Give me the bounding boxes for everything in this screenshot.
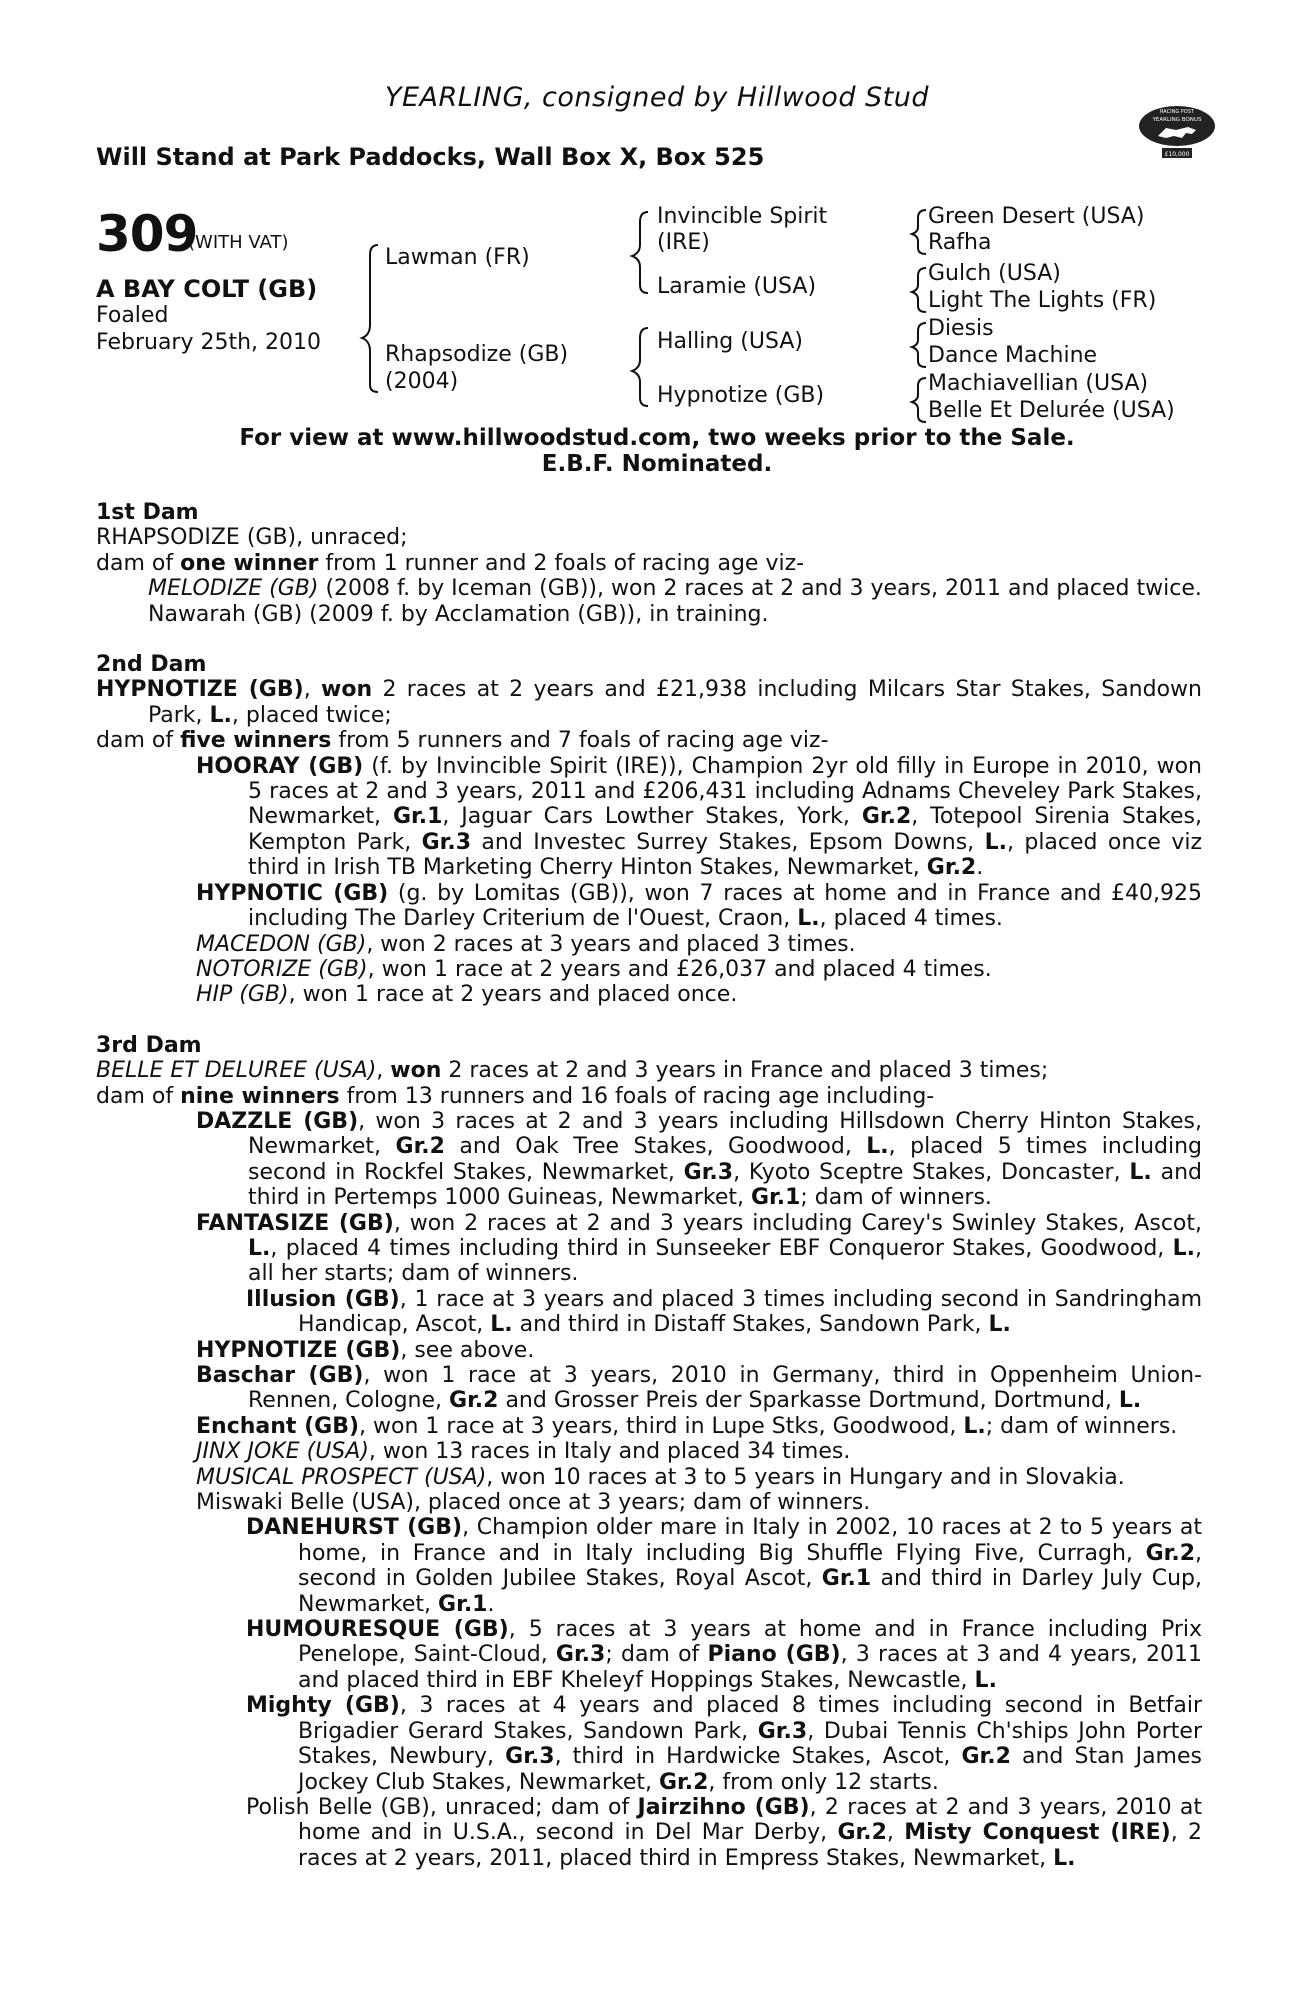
grandsire-2: Halling (USA) (657, 329, 803, 354)
granddam-1: Laramie (USA) (657, 274, 817, 299)
produce-illusion: Illusion (GB), 1 race at 3 years and placed 3 times including second in Sandringham Handicap, Ascot, L. and third in Distaff Stakes, Sandown Park, L. (246, 1286, 1202, 1338)
first-dam-line: RHAPSODIZE (GB), unraced; (96, 525, 408, 551)
produce-danehurst: DANEHURST (GB), Champion older mare in Italy in 2002, 10 races at 2 to 5 years at home, in France and in Italy including Big Shuffle Flying Five, Curragh, Gr.2, second in Golden Jubilee Stakes, Royal Ascot, Gr.1 and third in Darley July Cup, Newmarket, Gr.1. (246, 1515, 1202, 1617)
sire-name: Lawman (FR) (385, 245, 530, 270)
produce-musical-prospect: MUSICAL PROSPECT (USA), won 10 races at 3 to 5 years in Hungary and in Slovakia. (196, 1464, 1125, 1490)
produce-notorize: NOTORIZE (GB), won 1 race at 2 years and £26,037 and placed 4 times. (196, 956, 992, 982)
produce-polish-belle: Polish Belle (GB), unraced; dam of Jairzihno (GB), 2 races at 2 and 3 years, 2010 at home and in U.S.A., second in Del Mar Derby, Gr.2, Misty Conquest (IRE), 2 races at 2 years, 2011, placed third in Empress Stakes, Newmarket, L. (246, 1794, 1202, 1871)
second-dam-produce: dam of five winners from 5 runners and 7 foals of racing age viz- (96, 728, 829, 754)
great-grand-6: Dance Machine (928, 343, 1098, 368)
produce-hip: HIP (GB), won 1 race at 2 years and placed once. (196, 982, 738, 1008)
second-dam-heading: 2nd Dam (96, 652, 207, 678)
third-dam-line: BELLE ET DELUREE (USA), won 2 races at 2 and 3 years in France and placed 3 times; (96, 1058, 1049, 1084)
foaled-label: Foaled (96, 303, 169, 328)
pedigree-notes (96, 500, 1202, 1871)
great-grand-2: Rafha (928, 230, 992, 255)
yearling-bonus-badge (1136, 100, 1218, 160)
produce-melodize: MELODIZE (GB) (2008 f. by Iceman (GB)), won 2 races at 2 and 3 years, 2011 and placed twice. (148, 576, 1202, 602)
produce-baschar: Baschar (GB), won 1 race at 3 years, 2010 in Germany, third in Oppenheim Union-Rennen, Cologne, Gr.2 and Grosser Preis der Sparkasse Dortmund, Dortmund, L. (196, 1363, 1203, 1414)
produce-dazzle: DAZZLE (GB), won 3 races at 2 and 3 years including Hillsdown Cherry Hinton Stakes, Newmarket, Gr.2 and Oak Tree Stakes, Goodwood, L., placed 5 times including second in Rockfel Stakes, Newmarket, Gr.3, Kyoto Sceptre Stakes, Doncaster, L. and third in Pertemps 1000 Guineas, Newmarket, Gr.1; dam of winners. (196, 1108, 1202, 1211)
view-note: For view at www.hillwoodstud.com, two weeks prior to the Sale. (239, 425, 1075, 451)
produce-hypnotic: HYPNOTIC (GB) (g. by Lomitas (GB)), won 7 races at home and in France and £40,925 including The Darley Criterium de l'Ouest, Craon, L., placed 4 times. (196, 880, 1202, 932)
stand-location: Will Stand at Park Paddocks, Wall Box X, Box 525 (96, 143, 765, 171)
produce-macedon: MACEDON (GB), won 2 races at 3 years and placed 3 times. (196, 931, 856, 957)
foaled-date: February 25th, 2010 (96, 330, 322, 355)
produce-jinx-joke: JINX JOKE (USA), won 13 races in Italy and placed 34 times. (196, 1439, 851, 1465)
badge-bottom-text: £10,000 (1164, 151, 1190, 158)
badge-mid-text: YEARLING BONUS (1152, 117, 1202, 123)
granddam-2: Hypnotize (GB) (657, 383, 825, 408)
second-dam-line: HYPNOTIZE (GB), won 2 races at 2 years and £21,938 including Milcars Star Stakes, Sandown Park, L., placed twice; (96, 677, 1202, 728)
produce-hypnotize: HYPNOTIZE (GB), see above. (196, 1337, 535, 1363)
great-grand-8: Belle Et Delurée (USA) (928, 398, 1175, 423)
great-grand-1: Green Desert (USA) (928, 204, 1145, 229)
produce-fantasize: FANTASIZE (GB), won 2 races at 2 and 3 years including Carey's Swinley Stakes, Ascot, L., placed 4 times including third in Sunseeker EBF Conqueror Stakes, Goodwood, L., all her starts; dam of winners. (196, 1210, 1202, 1287)
great-grand-4: Light The Lights (FR) (928, 288, 1157, 313)
produce-hooray: HOORAY (GB) (f. by Invincible Spirit (IRE)), Champion 2yr old filly in Europe in 2010, won 5 races at 2 and 3 years, 2011 and £206,431 including Adnams Cheveley Park Stakes, Newmarket, Gr.1, Jaguar Cars Lowther Stakes, York, Gr.2, Totepool Sirenia Stakes, Kempton Park, Gr.3 and Investec Surrey Stakes, Epsom Downs, L., placed once viz third in Irish TB Marketing Cherry Hinton Stakes, Newmarket, Gr.2. (196, 753, 1203, 881)
grandsire-1b: (IRE) (657, 230, 710, 255)
vat-note: (WITH VAT) (188, 232, 289, 253)
great-grand-3: Gulch (USA) (928, 261, 1061, 286)
page-title: YEARLING, consigned by Hillwood Stud (384, 82, 930, 113)
produce-mighty: Mighty (GB), 3 races at 4 years and placed 8 times including second in Betfair Brigadier Gerard Stakes, Sandown Park, Gr.3, Dubai Tennis Ch'ships John Porter Stakes, Newbury, Gr.3, third in Hardwicke Stakes, Ascot, Gr.2 and Stan James Jockey Club Stakes, Newmarket, Gr.2, from only 12 starts. (246, 1693, 1203, 1795)
grandsire-1a: Invincible Spirit (657, 204, 828, 229)
ebf-note: E.B.F. Nominated. (541, 451, 773, 477)
badge-top-text: RACING POST (1160, 109, 1194, 115)
lot-name: A BAY COLT (GB) (96, 275, 318, 303)
produce-nawarah: Nawarah (GB) (2009 f. by Acclamation (GB)), in training. (148, 601, 769, 627)
lot-number: 309 (96, 205, 198, 263)
third-dam-heading: 3rd Dam (96, 1032, 202, 1058)
great-grand-5: Diesis (928, 316, 994, 341)
produce-humouresque: HUMOURESQUE (GB), 5 races at 3 years at home and in France including Prix Penelope, Saint-Cloud, Gr.3; dam of Piano (GB), 3 races at 3 and 4 years, 2011 and placed third in EBF Kheleyf Hoppings Stakes, Newcastle, L. (246, 1617, 1203, 1693)
first-dam-produce: dam of one winner from 1 runner and 2 foals of racing age viz- (96, 550, 805, 576)
third-dam-produce: dam of nine winners from 13 runners and 16 foals of racing age including- (96, 1083, 935, 1109)
produce-miswaki-belle: Miswaki Belle (USA), placed once at 3 years; dam of winners. (196, 1490, 871, 1516)
great-grand-7: Machiavellian (USA) (928, 371, 1149, 396)
dam-name: Rhapsodize (GB) (385, 342, 569, 367)
dam-year: (2004) (385, 369, 459, 394)
produce-enchant: Enchant (GB), won 1 race at 3 years, third in Lupe Stks, Goodwood, L.; dam of winners. (196, 1413, 1178, 1439)
first-dam-heading: 1st Dam (96, 500, 199, 525)
